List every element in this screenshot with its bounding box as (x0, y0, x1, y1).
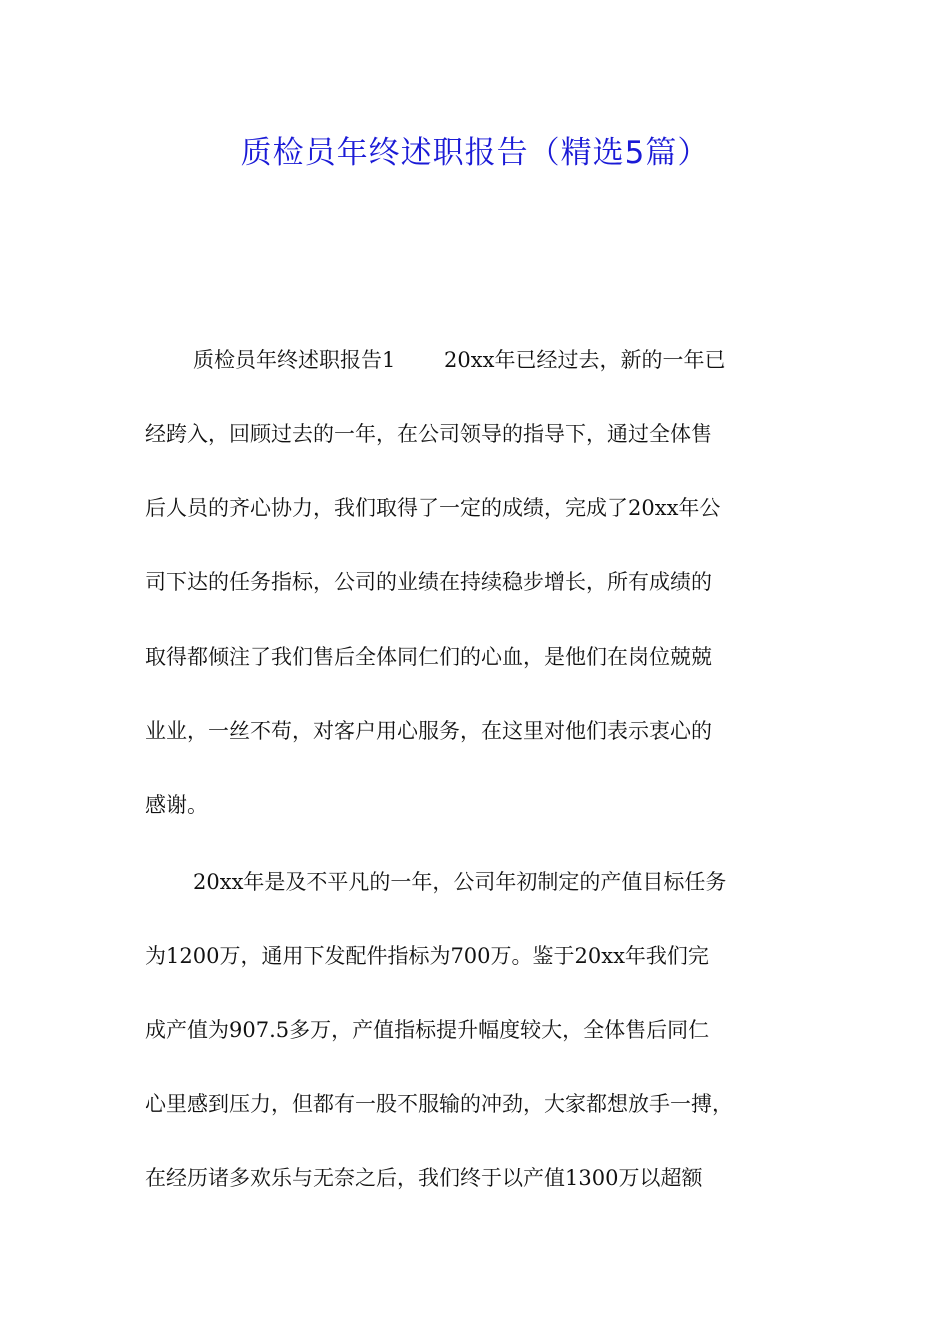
body-line-12: 在经历诸多欢乐与无奈之后，我们终于以产值1300万以超额 (145, 1166, 703, 1190)
body-line-6: 业业，一丝不苟，对客户用心服务，在这里对他们表示衷心的 (145, 719, 712, 743)
body-line-3: 后人员的齐心协力，我们取得了一定的成绩，完成了20xx年公 (145, 496, 721, 520)
body-line-10: 成产值为907.5多万，产值指标提升幅度较大，全体售后同仁 (145, 1018, 710, 1042)
document-title: 质检员年终述职报告（精选5篇） (240, 135, 710, 171)
body-line-11: 心里感到压力，但都有一股不服输的冲劲，大家都想放手一搏， (145, 1092, 733, 1116)
body-line-8: 20xx年是及不平凡的一年，公司年初制定的产值目标任务 (193, 870, 727, 894)
body-line-5: 取得都倾注了我们售后全体同仁们的心血，是他们在岗位兢兢 (145, 645, 712, 669)
body-line-9: 为1200万，通用下发配件指标为700万。鉴于20xx年我们完 (145, 944, 709, 968)
body-line-7: 感谢。 (145, 793, 208, 817)
body-line-1: 质检员年终述职报告1 20xx年已经过去，新的一年已 (193, 348, 726, 372)
body-line-4: 司下达的任务指标，公司的业绩在持续稳步增长，所有成绩的 (145, 570, 712, 594)
body-line-2: 经跨入，回顾过去的一年，在公司领导的指导下，通过全体售 (145, 422, 712, 446)
